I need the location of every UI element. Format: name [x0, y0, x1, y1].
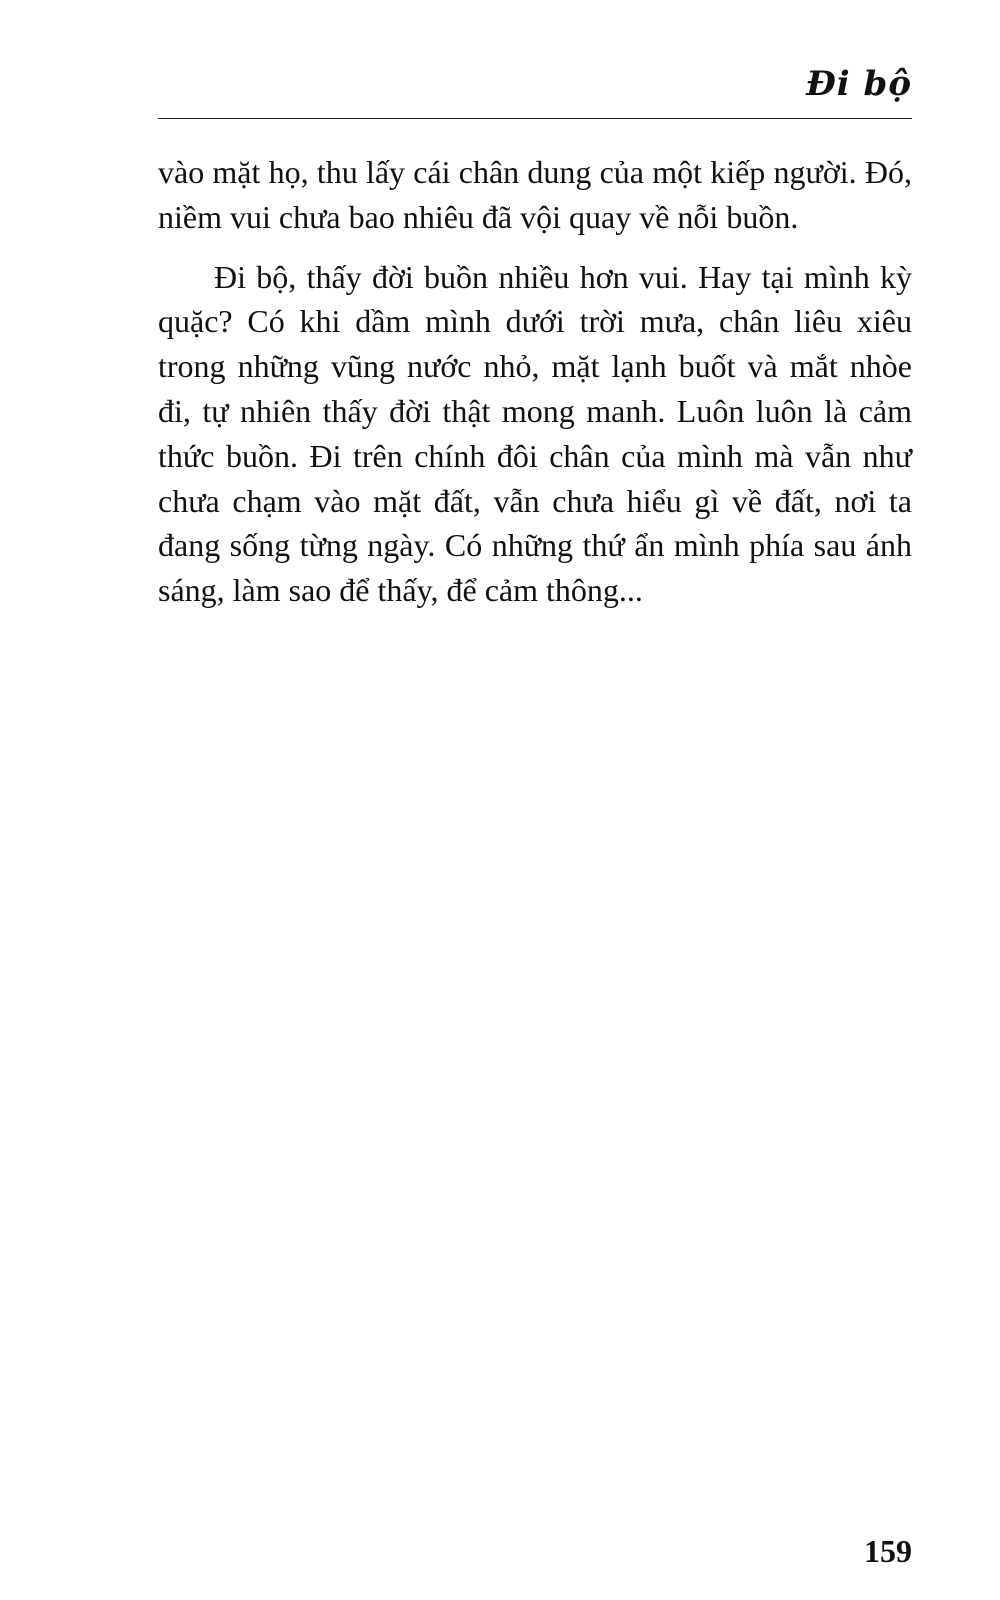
paragraph-continued: vào mặt họ, thu lấy cái chân dung của một kiếp người. Đó, niềm vui chưa bao nhiêu đã vội quay về nỗi buồn. [158, 154, 912, 235]
body-text [158, 150, 912, 613]
running-header-title: Đi bộ [806, 64, 912, 104]
header-divider [158, 118, 912, 119]
page-number: 159 [864, 1533, 912, 1569]
paragraph: Đi bộ, thấy đời buồn nhiều hơn vui. Hay tại mình kỳ quặc? Có khi dầm mình dưới trời mưa, chân liêu xiêu trong những vũng nước nhỏ, mặt lạnh buốt và mắt nhòe đi, tự nhiên thấy đời thật mong manh. Luôn luôn là cảm thức buồn. Đi trên chính đôi chân của mình mà vẫn như chưa chạm vào mặt đất, vẫn chưa hiểu gì về đất, nơi ta đang sống từng ngày. Có những thứ ẩn mình phía sau ánh sáng, làm sao để thấy, để cảm thông... [158, 258, 912, 609]
